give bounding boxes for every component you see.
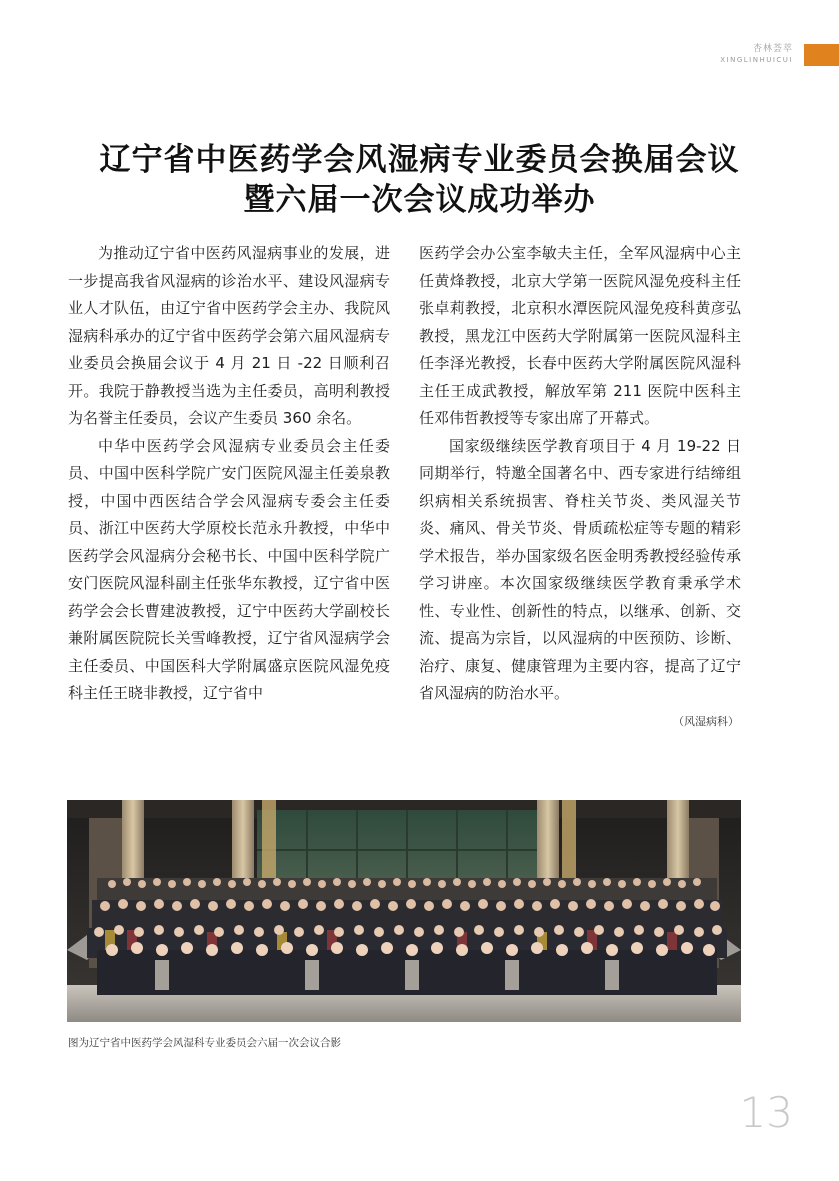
header-brand bbox=[720, 44, 793, 65]
article-column-right bbox=[419, 240, 741, 735]
article-column-left bbox=[68, 240, 390, 708]
brand-name-cn: 杏林荟萃 bbox=[752, 44, 793, 54]
brand-name-en: XINGLINHUICUI bbox=[720, 56, 793, 64]
photo-caption: 图为辽宁省中医药学会风湿科专业委员会六届一次会议合影 bbox=[68, 1037, 341, 1049]
title-line-1: 辽宁省中医药学会风湿病专业委员会换届会议 bbox=[99, 142, 740, 178]
article-title bbox=[0, 140, 839, 220]
paragraph-2-part-2: 医药学会办公室李敏夫主任，全军风湿病中心主任黄烽教授，北京大学第一医院风湿免疫科主任张卓莉教授，北京积水潭医院风湿免疫科黄彦弘教授，黑龙江中医药大学附属第一医院风湿科主任李泽光教授，长春中医药大学附属医院风湿科主任王成武教授，解放军第 211 医院中医科主任邓伟哲教授等专家出席了开幕式。 bbox=[419, 244, 741, 427]
paragraph-1: 为推动辽宁省中医药风湿病事业的发展，进一步提高我省风湿病的诊治水平、建设风湿病专业人才队伍，由辽宁省中医药学会主办、我院风湿病科承办的辽宁省中医药学会第六届风湿病专业委员会换届会议于 4 月 21 日 -22 日顺利召开。我院于静教授当选为主任委员，高明利教授为名誉主任委员，会议产生委员 360 余名。 bbox=[68, 244, 390, 427]
brand-accent-bar bbox=[804, 44, 839, 66]
paragraph-3: 国家级继续医学教育项目于 4 月 19-22 日同期举行，特邀全国著名中、西专家进行结缔组织病相关系统损害、脊柱关节炎、类风湿关节炎、痛风、骨关节炎、骨质疏松症等专题的精彩学术报告，举办国家级名医金明秀教授经验传承学习讲座。本次国家级继续医学教育秉承学术性、专业性、创新性的特点，以继承、创新、交流、提高为宗旨，以风湿病的中医预防、诊断、治疗、康复、健康管理为主要内容，提高了辽宁省风湿病的防治水平。 bbox=[419, 436, 741, 702]
page-number: 13 bbox=[739, 1088, 793, 1137]
paragraph-2-part-1: 中华中医药学会风湿病专业委员会主任委员、中国中医科学院广安门医院风湿主任姜泉教授，中国中西医结合学会风湿病专委会主任委员、浙江中医药大学原校长范永升教授，中华中医药学会风湿病分会秘书长、中国中医科学院广安门医院风湿科副主任张华东教授，辽宁省中医药学会会长曹建波教授，辽宁中医药大学副校长兼附属医院院长关雪峰教授，辽宁省风湿病学会主任委员、中国医科大学附属盛京医院风湿免疫科主任王晓非教授，辽宁省中 bbox=[68, 436, 390, 702]
title-line-2: 暨六届一次会议成功举办 bbox=[243, 182, 596, 218]
article-signature: （风湿病科） bbox=[673, 714, 739, 728]
group-photo bbox=[67, 800, 741, 1022]
